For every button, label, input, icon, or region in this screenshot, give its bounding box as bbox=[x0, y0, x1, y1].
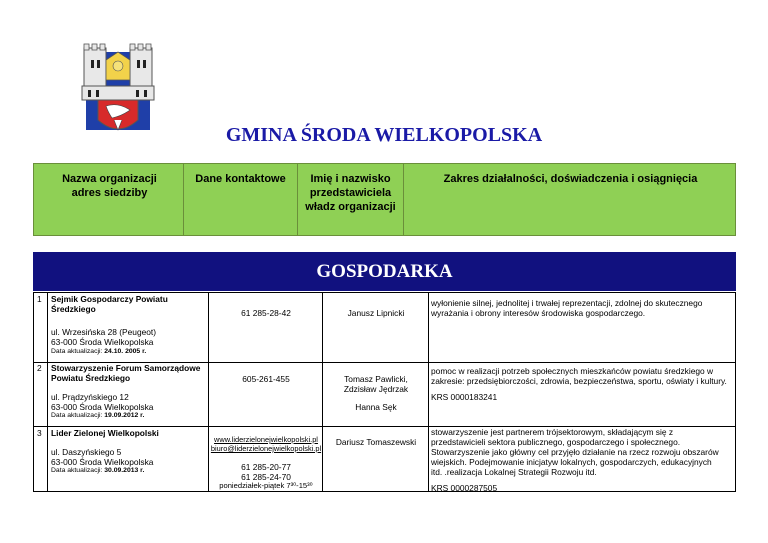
website-link[interactable]: www.liderzielonejwielkopolski.pl bbox=[214, 435, 318, 444]
section-band bbox=[33, 252, 736, 291]
column-header-band bbox=[33, 163, 736, 236]
update-date: Data aktualizacji: 24.10. 2005 r. bbox=[51, 348, 147, 355]
contact-phone: 605-261-455 bbox=[242, 374, 290, 384]
update-date: Data aktualizacji: 30.09.2013 r. bbox=[51, 467, 145, 474]
contact-phones: 61 285-20-77 61 285-24-70 bbox=[241, 462, 291, 482]
organization-address: ul. Daszyńskiego 5 63-000 Środa Wielkopolska bbox=[51, 447, 154, 467]
header-scope: Zakres działalności, doświadczenia i osiągnięcia bbox=[443, 173, 698, 185]
section-title: GOSPODARKA bbox=[316, 261, 453, 282]
scope-text: pomoc w realizacji potrzeb społecznych mieszkańców powiatu średzkiego w zakresie: przedsiębiorczości, zdrowia, bezpieczeństwa, sportu, oświaty i kultury. bbox=[431, 366, 727, 386]
representative-name: Dariusz Tomaszewski bbox=[335, 437, 417, 447]
representative-name: Hanna Sęk bbox=[355, 402, 397, 412]
header-organization-name: Nazwa organizacji adres siedziby bbox=[62, 173, 157, 199]
contact-phone: 61 285-28-42 bbox=[241, 308, 291, 318]
email-link[interactable]: biuro@liderzielonejwielkopolski.pl bbox=[210, 444, 322, 453]
page-title: GMINA ŚRODA WIELKOPOLSKA bbox=[225, 124, 543, 146]
organization-address: ul. Wrzesińska 28 (Peugeot) 63-000 Środa Wielkopolska bbox=[51, 327, 157, 347]
row-number: 2 bbox=[37, 363, 42, 373]
krs-number: KRS 0000287505 bbox=[431, 483, 498, 493]
scope-text: wyłonienie silnej, jednolitej i trwałej reprezentacji, zdolnej do skutecznego wyrażania i obrony interesów środowiska gospodarczego. bbox=[431, 298, 703, 318]
organization-address: ul. Prądzyńskiego 12 63-000 Środa Wielkopolska bbox=[51, 392, 154, 412]
organization-name: Lider Zielonej Wielkopolski bbox=[51, 428, 159, 438]
header-contact-data: Dane kontaktowe bbox=[195, 173, 286, 185]
organization-name: Stowarzyszenie Forum Samorządowe Powiatu Średzkiego bbox=[51, 363, 201, 383]
krs-number: KRS 0000183241 bbox=[431, 392, 498, 402]
update-date: Data aktualizacji: 19.09.2012 r. bbox=[51, 412, 145, 419]
row-number: 3 bbox=[37, 428, 42, 438]
office-hours: poniedziałek-piątek 7³⁰-15³⁰ bbox=[219, 481, 313, 490]
row-number: 1 bbox=[37, 294, 42, 304]
representative-name: Tomasz Pawlicki, Zdzisław Jędrzak bbox=[343, 374, 409, 394]
scope-text: stowarzyszenie jest partnerem trójsektorowym, składającym się z przedstawicieli sektora publicznego, gospodarczego i społecznego. Stowarzyszenie jako główny cel przyjęło działanie na rzecz rozwoju obszarów wiejskich. Podejmowanie inicjatyw lokalnych, gospodarczych, edukacyjnych itd. .realizacja Lokalnej Strategii Rozwoju itd. bbox=[431, 427, 719, 477]
representative-name: Janusz Lipnicki bbox=[347, 308, 405, 318]
organization-name: Sejmik Gospodarczy Powiatu Średzkiego bbox=[51, 294, 168, 314]
header-representative: Imię i nazwisko przedstawiciela władz organizacji bbox=[305, 173, 396, 213]
